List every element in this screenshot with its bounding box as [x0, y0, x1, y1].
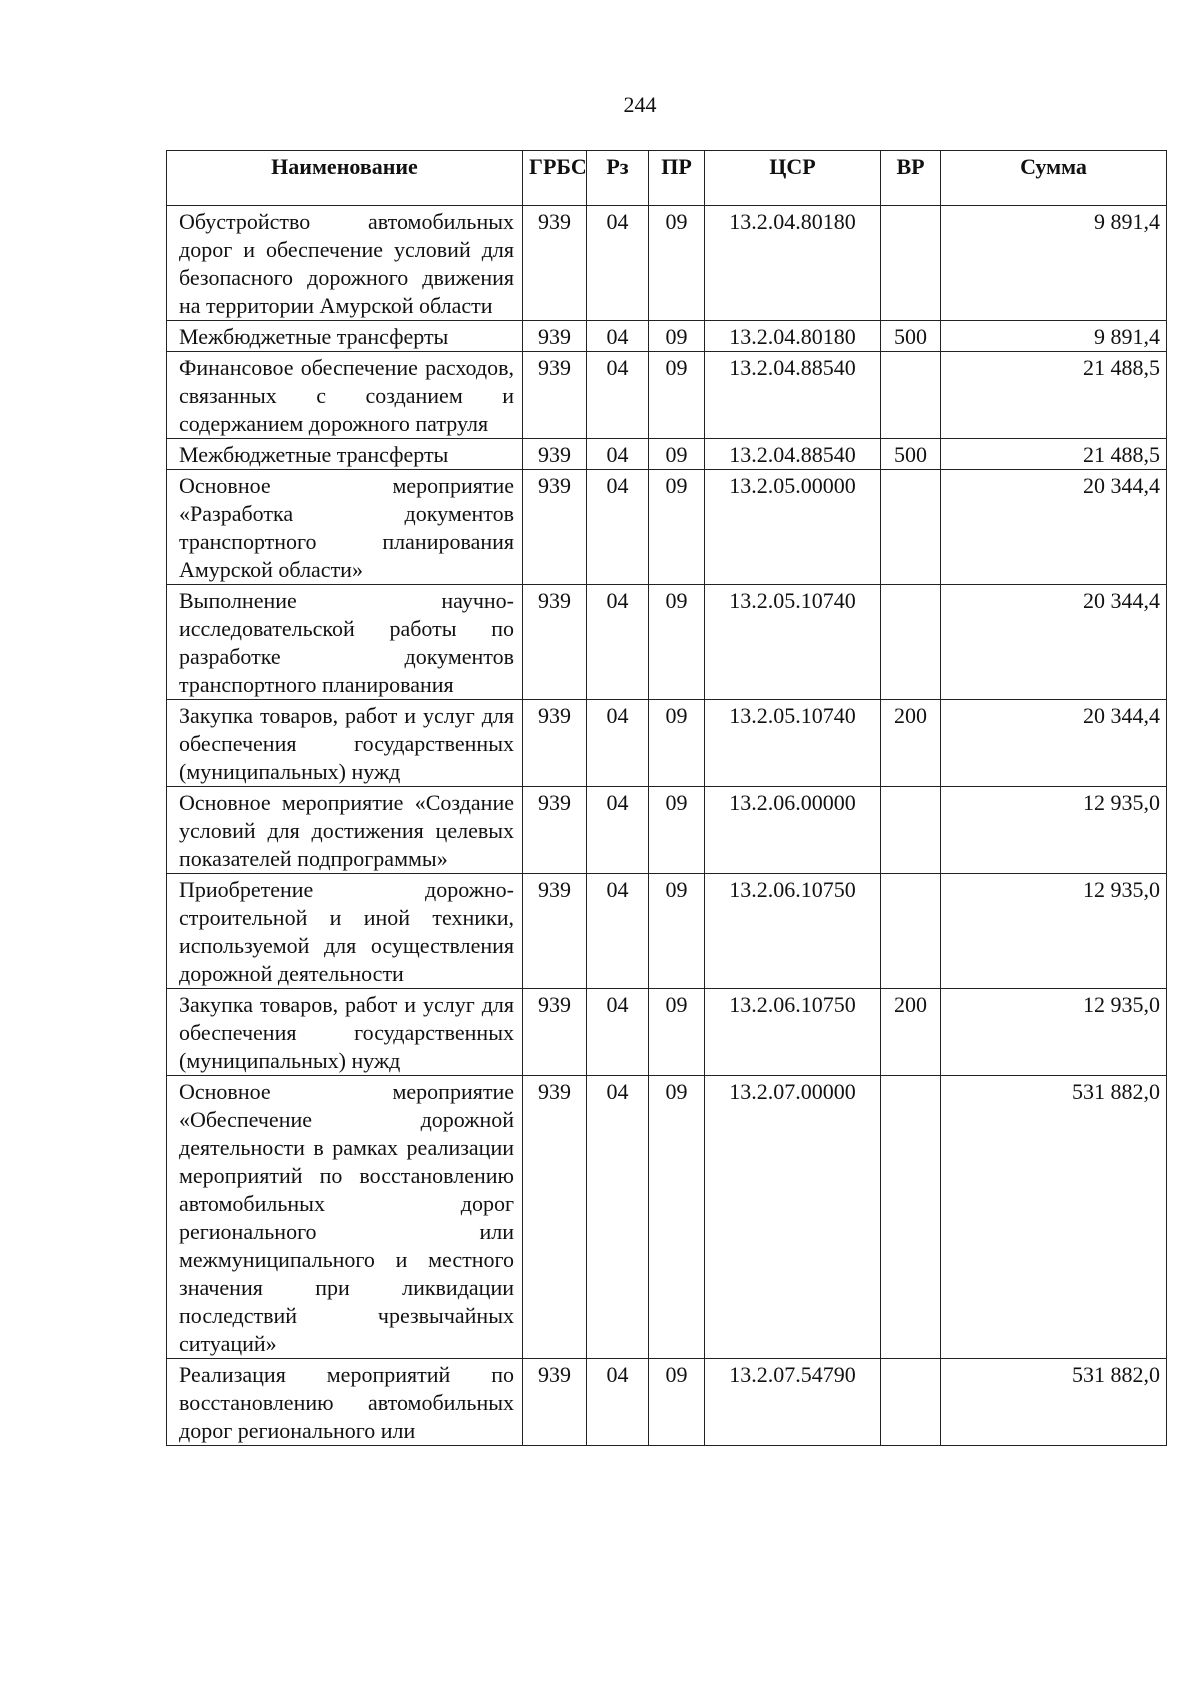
cell-pr: 09	[649, 700, 705, 787]
cell-csr: 13.2.04.80180	[705, 321, 881, 352]
table-row	[167, 1076, 1167, 1359]
cell-sum: 531 882,0	[941, 1076, 1167, 1359]
cell-csr: 13.2.07.00000	[705, 1076, 881, 1359]
cell-csr: 13.2.06.10750	[705, 989, 881, 1076]
table-row	[167, 585, 1167, 700]
table-row	[167, 989, 1167, 1076]
cell-name: Реализация мероприятий по восстановлению автомобильных дорог регионального или	[167, 1359, 523, 1446]
cell-vr	[881, 470, 941, 585]
cell-rz: 04	[587, 470, 649, 585]
table-body	[167, 206, 1167, 1446]
cell-rz: 04	[587, 206, 649, 321]
cell-vr	[881, 1359, 941, 1446]
cell-grbs: 939	[523, 206, 587, 321]
cell-grbs: 939	[523, 585, 587, 700]
cell-csr: 13.2.06.10750	[705, 874, 881, 989]
cell-sum: 21 488,5	[941, 439, 1167, 470]
cell-vr	[881, 352, 941, 439]
cell-grbs: 939	[523, 352, 587, 439]
cell-csr: 13.2.04.88540	[705, 352, 881, 439]
cell-name: Выполнение научно-исследовательской работы по разработке документов транспортного планирования	[167, 585, 523, 700]
cell-vr: 200	[881, 700, 941, 787]
cell-csr: 13.2.07.54790	[705, 1359, 881, 1446]
table-row	[167, 352, 1167, 439]
cell-pr: 09	[649, 470, 705, 585]
cell-name: Основное мероприятие «Разработка документов транспортного планирования Амурской области»	[167, 470, 523, 585]
cell-grbs: 939	[523, 321, 587, 352]
cell-pr: 09	[649, 1076, 705, 1359]
cell-vr	[881, 585, 941, 700]
cell-pr: 09	[649, 585, 705, 700]
table-header-row	[167, 151, 1167, 206]
cell-rz: 04	[587, 700, 649, 787]
cell-grbs: 939	[523, 1359, 587, 1446]
cell-pr: 09	[649, 206, 705, 321]
cell-rz: 04	[587, 321, 649, 352]
cell-name: Межбюджетные трансферты	[167, 321, 523, 352]
header-grbs: ГРБС	[523, 151, 587, 206]
table-row	[167, 787, 1167, 874]
cell-csr: 13.2.05.00000	[705, 470, 881, 585]
cell-sum: 9 891,4	[941, 321, 1167, 352]
header-csr: ЦСР	[705, 151, 881, 206]
cell-csr: 13.2.05.10740	[705, 700, 881, 787]
cell-vr: 500	[881, 439, 941, 470]
cell-pr: 09	[649, 787, 705, 874]
cell-name: Обустройство автомобильных дорог и обеспечение условий для безопасного дорожного движения на территории Амурской области	[167, 206, 523, 321]
cell-name: Приобретение дорожно-строительной и иной техники, используемой для осуществления дорожной деятельности	[167, 874, 523, 989]
cell-sum: 9 891,4	[941, 206, 1167, 321]
table-row	[167, 700, 1167, 787]
header-name: Наименование	[167, 151, 523, 206]
table-row	[167, 874, 1167, 989]
cell-csr: 13.2.05.10740	[705, 585, 881, 700]
cell-rz: 04	[587, 352, 649, 439]
cell-grbs: 939	[523, 700, 587, 787]
cell-vr: 500	[881, 321, 941, 352]
cell-grbs: 939	[523, 989, 587, 1076]
budget-table	[166, 150, 1167, 1446]
cell-pr: 09	[649, 352, 705, 439]
cell-sum: 20 344,4	[941, 585, 1167, 700]
cell-name: Закупка товаров, работ и услуг для обеспечения государственных (муниципальных) нужд	[167, 700, 523, 787]
cell-vr: 200	[881, 989, 941, 1076]
cell-rz: 04	[587, 439, 649, 470]
cell-grbs: 939	[523, 874, 587, 989]
table-row	[167, 321, 1167, 352]
cell-sum: 12 935,0	[941, 874, 1167, 989]
header-vr: ВР	[881, 151, 941, 206]
cell-rz: 04	[587, 787, 649, 874]
cell-grbs: 939	[523, 1076, 587, 1359]
table-row	[167, 470, 1167, 585]
cell-pr: 09	[649, 321, 705, 352]
cell-sum: 12 935,0	[941, 989, 1167, 1076]
cell-grbs: 939	[523, 787, 587, 874]
table-row	[167, 206, 1167, 321]
cell-rz: 04	[587, 1359, 649, 1446]
budget-table-container	[166, 150, 1166, 1446]
cell-sum: 531 882,0	[941, 1359, 1167, 1446]
header-sum: Сумма	[941, 151, 1167, 206]
header-rz: Рз	[587, 151, 649, 206]
cell-vr	[881, 206, 941, 321]
page-number: 244	[623, 92, 657, 117]
cell-grbs: 939	[523, 470, 587, 585]
cell-rz: 04	[587, 989, 649, 1076]
cell-sum: 20 344,4	[941, 470, 1167, 585]
cell-rz: 04	[587, 1076, 649, 1359]
cell-vr	[881, 787, 941, 874]
cell-sum: 20 344,4	[941, 700, 1167, 787]
cell-name: Межбюджетные трансферты	[167, 439, 523, 470]
cell-sum: 21 488,5	[941, 352, 1167, 439]
cell-pr: 09	[649, 1359, 705, 1446]
cell-rz: 04	[587, 585, 649, 700]
cell-csr: 13.2.04.88540	[705, 439, 881, 470]
cell-rz: 04	[587, 874, 649, 989]
table-row	[167, 439, 1167, 470]
cell-name: Закупка товаров, работ и услуг для обеспечения государственных (муниципальных) нужд	[167, 989, 523, 1076]
cell-vr	[881, 1076, 941, 1359]
cell-csr: 13.2.06.00000	[705, 787, 881, 874]
cell-vr	[881, 874, 941, 989]
cell-pr: 09	[649, 874, 705, 989]
header-pr: ПР	[649, 151, 705, 206]
cell-pr: 09	[649, 989, 705, 1076]
cell-name: Финансовое обеспечение расходов, связанных с созданием и содержанием дорожного патруля	[167, 352, 523, 439]
cell-name: Основное мероприятие «Обеспечение дорожной деятельности в рамках реализации мероприятий по восстановлению автомобильных дорог регионального или межмуниципального и местного значения при ликвидации последствий чрезвычайных ситуаций»	[167, 1076, 523, 1359]
table-row	[167, 1359, 1167, 1446]
cell-csr: 13.2.04.80180	[705, 206, 881, 321]
cell-name: Основное мероприятие «Создание условий для достижения целевых показателей подпрограммы»	[167, 787, 523, 874]
cell-pr: 09	[649, 439, 705, 470]
cell-sum: 12 935,0	[941, 787, 1167, 874]
cell-grbs: 939	[523, 439, 587, 470]
